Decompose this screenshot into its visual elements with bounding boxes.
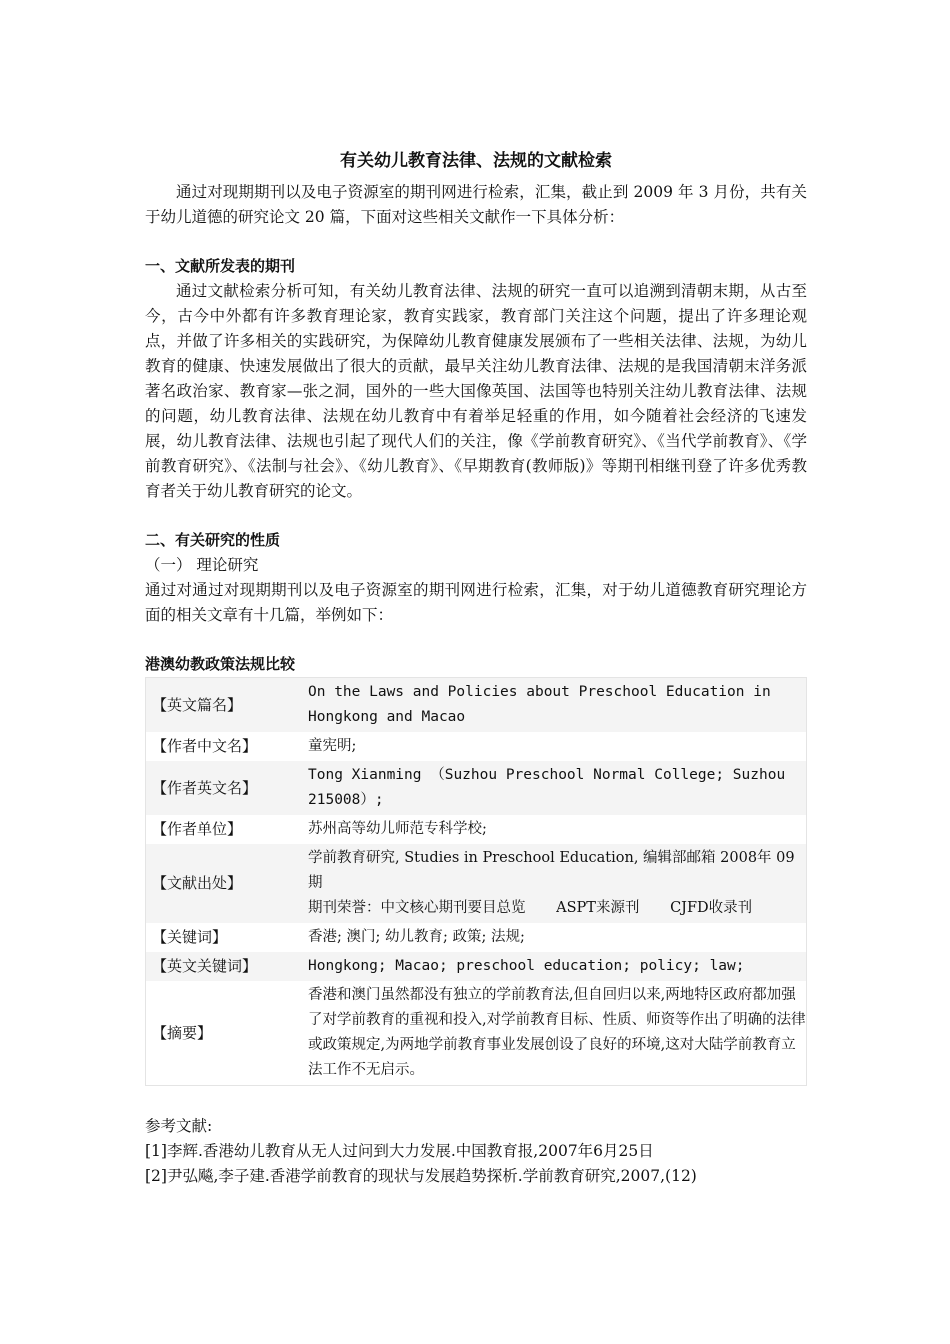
row-value: 童宪明;	[302, 732, 807, 761]
row-key: 【关键词】	[146, 923, 303, 952]
honor-item: ASPT来源刊	[556, 900, 640, 916]
honor-item: 期刊荣誉：中文核心期刊要目总览	[308, 900, 526, 916]
row-value: On the Laws and Policies about Preschool Education in Hongkong and Macao	[302, 678, 807, 733]
journal-honors	[308, 896, 806, 921]
reference-item: [2]尹弘飚,李子建.香港学前教育的现状与发展趋势探析.学前教育研究,2007,(12)	[145, 1167, 697, 1185]
section1-heading: 一、文献所发表的期刊	[145, 257, 296, 275]
row-key: 【英文关键词】	[146, 952, 303, 981]
row-key: 【文献出处】	[146, 844, 303, 923]
source-value: 学前教育研究, Studies in Preschool Education, 编辑部邮箱 2008年 09期	[308, 850, 795, 891]
honor-item: CJFD收录刊	[670, 900, 753, 916]
row-value: Hongkong; Macao; preschool education; policy; law;	[302, 952, 807, 981]
row-key: 【作者单位】	[146, 815, 303, 844]
section1-paragraph: 通过文献检索分析可知，有关幼儿教育法律、法规的研究一直可以追溯到清朝末期，从古至今，古今中外都有许多教育理论家，教育实践家，教育部门关注这个问题，提出了许多理论观点，并做了许多相关的实践研究，为保障幼儿教育健康发展颁布了一些相关法律、法规，为幼儿教育的健康、快速发展做出了很大的贡献，最早关注幼儿教育法律、法规的是我国清朝末洋务派著名政治家、教育家—张之洞，国外的一些大国像英国、法国等也特别关注幼儿教育法律、法规的问题，幼儿教育法律、法规在幼儿教育中有着举足轻重的作用，如今随着社会经济的飞速发展，幼儿教育法律、法规也引起了现代人们的关注，像《学前教育研究》、《当代学前教育》、《学前教育研究》、《法制与社会》、《幼儿教育》、《早期教育(教师版)》等期刊相继刊登了许多优秀教育者关于幼儿教育研究的论文。	[145, 282, 807, 500]
reference-item: [1]李辉.香港幼儿教育从无人过问到大力发展.中国教育报,2007年6月25日	[145, 1142, 654, 1160]
row-key: 【英文篇名】	[146, 678, 303, 733]
section2-paragraph: 通过对通过对现期期刊以及电子资源室的期刊网进行检索，汇集，对于幼儿道德教育研究理论方面的相关文章有十几篇，举例如下：	[145, 581, 807, 624]
row-value: Tong Xianming （Suzhou Preschool Normal College; Suzhou 215008）;	[302, 761, 807, 815]
section2-heading: 二、有关研究的性质	[145, 531, 281, 549]
row-value: 香港和澳门虽然都没有独立的学前教育法,但自回归以来,两地特区政府都加强了对学前教育的重视和投入,对学前教育目标、性质、师资等作出了明确的法律或政策规定,为两地学前教育事业发展创设了良好的环境,这对大陆学前教育立法工作不无启示。	[302, 981, 807, 1086]
row-value: 苏州高等幼儿师范专科学校;	[302, 815, 807, 844]
table-row	[146, 678, 807, 733]
row-value: 香港; 澳门; 幼儿教育; 政策; 法规;	[302, 923, 807, 952]
document-title: 有关幼儿教育法律、法规的文献检索	[340, 151, 612, 171]
record-table	[145, 677, 807, 1086]
row-key: 【作者英文名】	[146, 761, 303, 815]
section2-subheading: （一） 理论研究	[145, 556, 259, 574]
table-row	[146, 952, 807, 981]
document-page	[145, 148, 807, 1189]
references	[145, 1114, 807, 1189]
table-row	[146, 844, 807, 923]
intro-paragraph: 通过对现期期刊以及电子资源室的期刊网进行检索，汇集，截止到 2009 年 3 月份，共有关于幼儿道德的研究论文 20 篇，下面对这些相关文献作一下具体分析：	[145, 183, 807, 226]
table-row	[146, 732, 807, 761]
table-row	[146, 815, 807, 844]
row-key: 【摘要】	[146, 981, 303, 1086]
row-value	[302, 844, 807, 923]
row-key: 【作者中文名】	[146, 732, 303, 761]
table-row	[146, 761, 807, 815]
table-row	[146, 981, 807, 1086]
record-title: 港澳幼教政策法规比较	[145, 655, 296, 673]
table-row	[146, 923, 807, 952]
references-heading: 参考文献:	[145, 1117, 213, 1135]
